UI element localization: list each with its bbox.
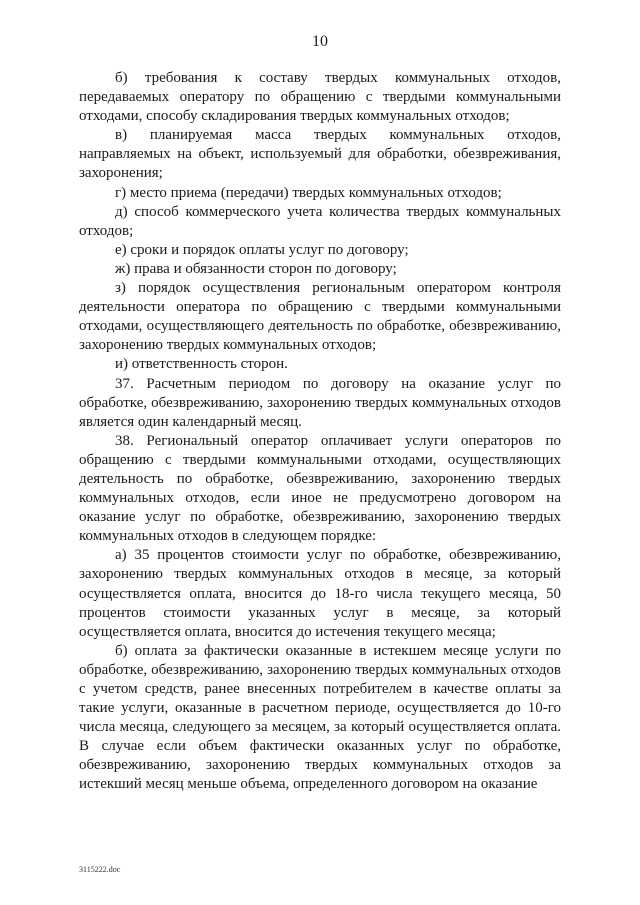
paragraph-clause-38: 38. Региональный оператор оплачивает услуги операторов по обращению с твердыми коммунальными отходами, осуществляющих деятельность по обработке, обезвреживанию, захоронению твердых коммунальных отходов, если иное не предусмотрено договором на оказание услуг по обработке, обезвреживанию, захоронению твердых коммунальных отходов в следующем порядке: — [79, 432, 561, 545]
paragraph-clause-38-item-b: б) оплата за фактически оказанные в истекшем месяце услуги по обработке, обезвреживанию, захоронению твердых коммунальных отходов с учетом средств, ранее внесенных потребителем в качестве оплаты за такие услуги, оказанные в расчетном периоде, осуществляется до 10-го числа месяца, следующего за месяцем, за который осуществляется оплата. В случае если объем фактически оказанных услуг по обработке, обезвреживанию, захоронению твердых коммунальных отходов за истекший месяц меньше объема, определенного договором на оказание — [79, 642, 561, 793]
paragraph-item-zh-rights-obligations: ж) права и обязанности сторон по договору; — [115, 260, 397, 277]
paragraph-clause-38-item-a: а) 35 процентов стоимости услуг по обработке, обезвреживанию, захоронению твердых коммунальных отходов в месяце, за который осуществляется оплата, вносится до 18-го числа текущего месяца, 50 процентов стоимости указанных услуг в месяце, за который осуществляется оплата, вносится до истечения текущего месяца; — [79, 547, 561, 640]
page-number: 10 — [312, 33, 328, 50]
paragraph-item-d-accounting-method: д) способ коммерческого учета количества твердых коммунальных отходов; — [79, 203, 561, 239]
paragraph-item-b-waste-composition: б) требования к составу твердых коммунальных отходов, передаваемых оператору по обращению с твердыми коммунальными отходами, способу складирования твердых коммунальных отходов; — [79, 70, 561, 125]
paragraph-item-v-planned-mass: в) планируемая масса твердых коммунальных отходов, направляемых на объект, используемый для обработки, обезвреживания, захоронения; — [79, 127, 561, 182]
paragraph-item-i-liability: и) ответственность сторон. — [115, 356, 288, 373]
paragraph-item-e-payment-terms: е) сроки и порядок оплаты услуг по договору; — [115, 241, 409, 258]
document-body — [79, 69, 561, 795]
footer-document-id: 3115222.doc — [79, 865, 121, 874]
paragraph-item-g-acceptance-place: г) место приема (передачи) твердых коммунальных отходов; — [115, 184, 502, 201]
paragraph-item-z-control-procedure: з) порядок осуществления региональным оператором контроля деятельности оператора по обращению с твердыми коммунальными отходами, осуществляющего деятельность по обработке, обезвреживанию, захоронению твердых коммунальных отходов; — [79, 280, 561, 354]
paragraph-clause-37: 37. Расчетным периодом по договору на оказание услуг по обработке, обезвреживанию, захоронению твердых коммунальных отходов является один календарный месяц. — [79, 375, 561, 430]
